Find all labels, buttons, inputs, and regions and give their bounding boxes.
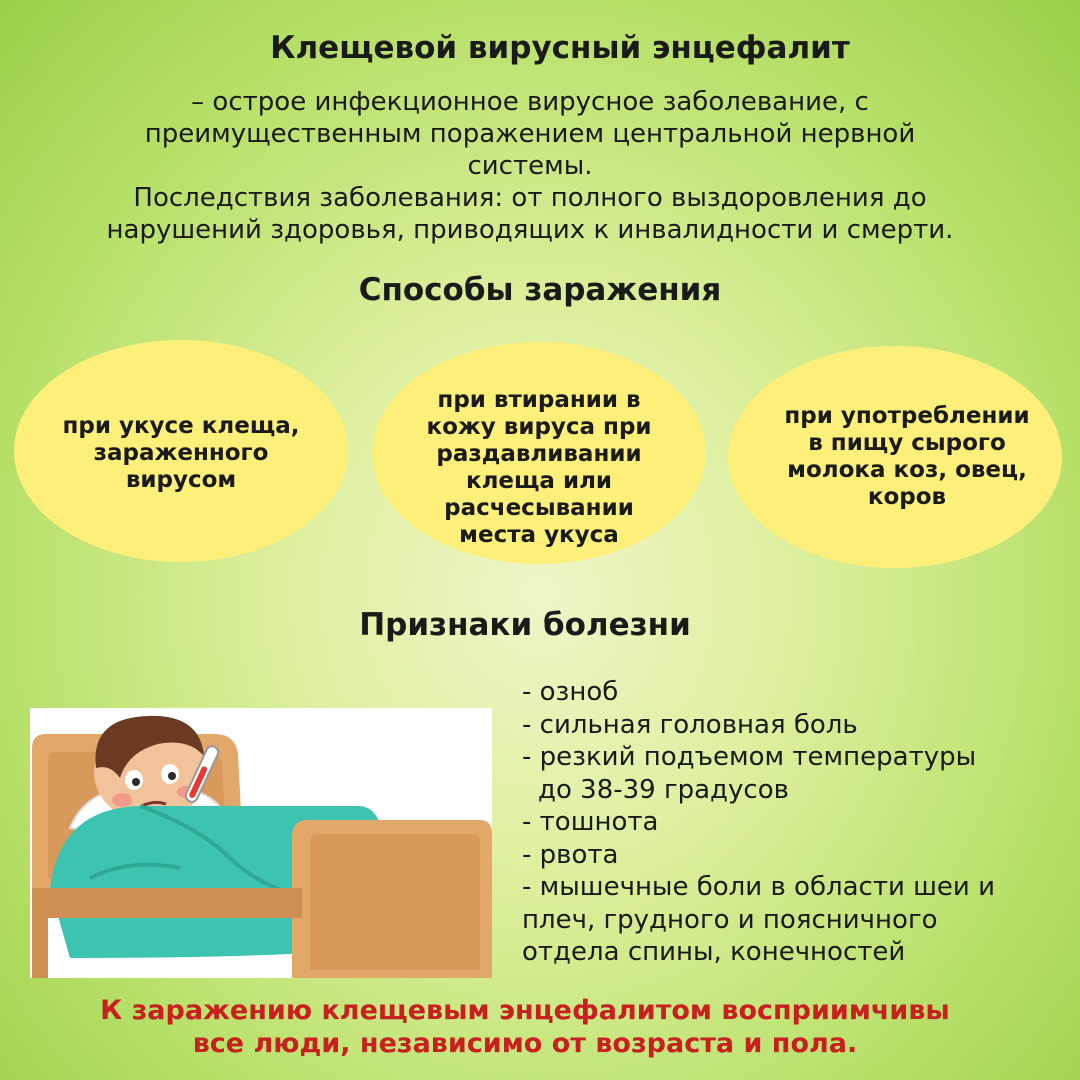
bubble-line: зараженного xyxy=(93,439,269,466)
symptom-item: - сильная головная боль xyxy=(522,709,858,740)
bubble-line: в пищу сырого xyxy=(808,430,1006,456)
footer-warning xyxy=(0,994,1050,1060)
intro-line: системы. xyxy=(467,151,593,181)
symptom-item: - рвота xyxy=(522,839,619,870)
intro-line: – острое инфекционное вирусное заболевание, с xyxy=(191,87,869,117)
transmission-bubble-milk xyxy=(728,346,1062,568)
symptom-item: отдела спины, конечностей xyxy=(522,937,906,967)
bubble-line: вирусом xyxy=(125,466,237,493)
transmission-bubble-rubbing xyxy=(372,342,706,564)
footer-line: все люди, независимо от возраста и пола. xyxy=(192,1028,858,1059)
symptom-item: плеч, грудного и поясничного xyxy=(522,904,938,935)
sick-child-in-bed-icon xyxy=(30,708,492,978)
symptom-item: - мышечные боли в области шеи и xyxy=(522,872,995,902)
footer-line: К заражению клещевым энцефалитом восприимчивы xyxy=(100,995,950,1026)
symptom-item: до 38-39 градусов xyxy=(538,774,789,805)
bubble-line: места укуса xyxy=(459,522,619,548)
bubble-line: коров xyxy=(867,484,947,510)
bubble-line: раздавливании xyxy=(436,441,642,467)
symptom-item: - озноб xyxy=(522,677,619,707)
intro-line: нарушений здоровья, приводящих к инвалидности и смерти. xyxy=(106,215,954,245)
bubble-line: при втирании в xyxy=(437,387,641,413)
bubble-line: кожу вируса при xyxy=(426,414,652,440)
transmission-bubble-bite xyxy=(14,340,348,562)
bubble-line: молока коз, овец, xyxy=(787,457,1027,483)
intro-text xyxy=(30,86,1030,246)
transmission-heading: Способы заражения xyxy=(358,272,722,308)
symptoms-heading: Признаки болезни xyxy=(359,607,691,643)
symptom-item: - тошнота xyxy=(522,807,659,837)
symptom-item: - резкий подъемом температуры xyxy=(522,742,977,772)
bubble-line: при употреблении xyxy=(784,403,1030,429)
page-title: Клещевой вирусный энцефалит xyxy=(270,30,850,66)
bubble-line: клеща или xyxy=(465,468,613,494)
symptoms-list xyxy=(522,676,1062,969)
bubble-line: при укусе клеща, xyxy=(62,412,300,439)
bubble-line: расчесывании xyxy=(444,495,634,521)
intro-line: преимущественным поражением центральной нервной xyxy=(144,119,916,149)
intro-line: Последствия заболевания: от полного выздоровления до xyxy=(133,183,927,213)
